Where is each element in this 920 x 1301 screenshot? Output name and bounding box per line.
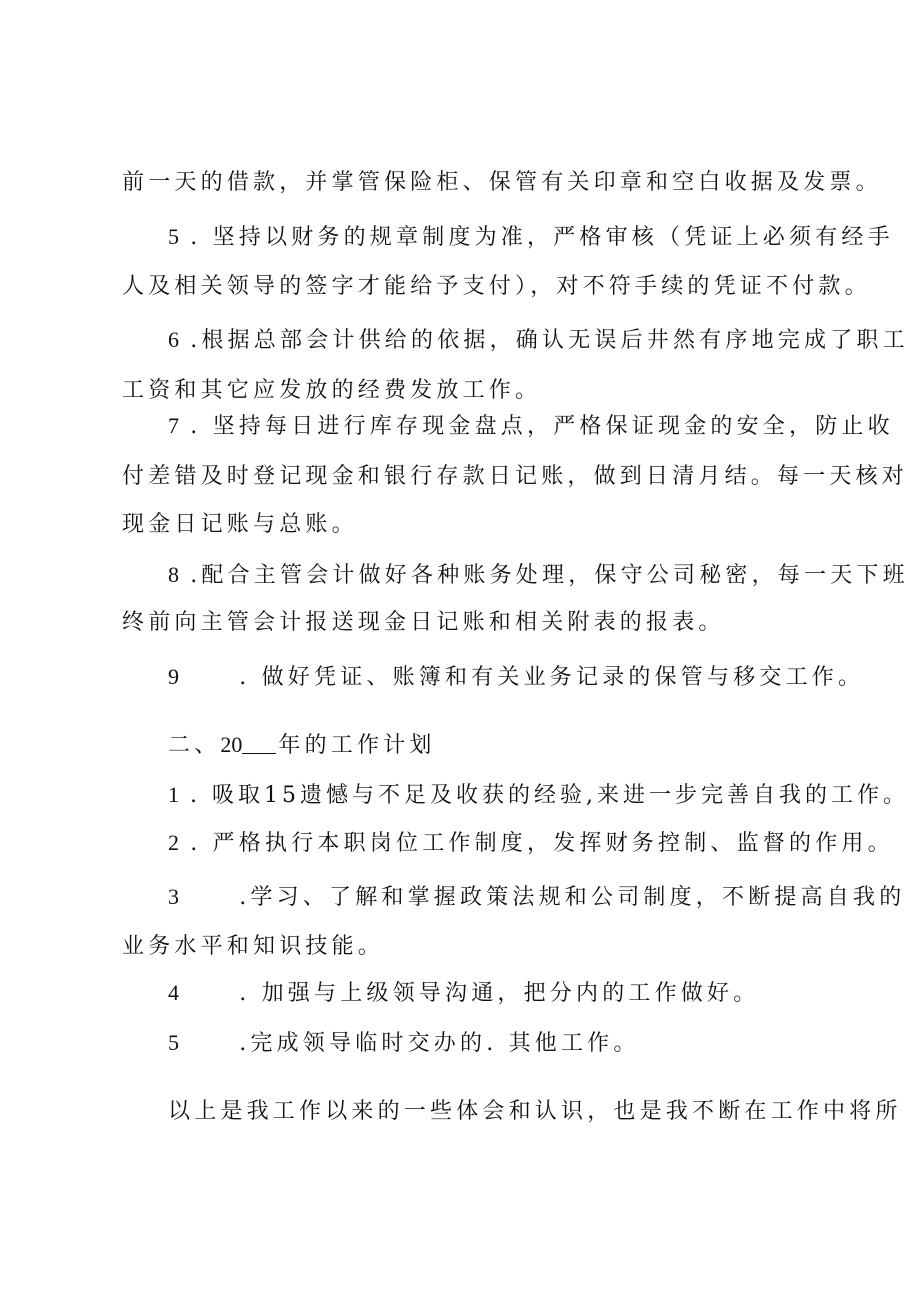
item-text: . 吸取15遗憾与不足及收获的经验,来进一步完善自我的工作。 (190, 783, 909, 808)
list-item-3 (168, 882, 905, 913)
item-number: 7 (168, 413, 179, 438)
item-number: 6 (168, 327, 179, 352)
text-line: 现金日记账与总账。 (122, 512, 358, 537)
item-text: .学习、了解和掌握政策法规和公司制度，不断提高自我的 (239, 885, 906, 910)
list-item-4 (168, 978, 759, 1009)
text-line: 前一天的借款，并掌管保险柜、保管有关印章和空白收据及发票。 (122, 170, 882, 195)
section-year: 20 (220, 732, 243, 757)
item-number: 2 (168, 830, 179, 855)
list-item-2 (168, 828, 894, 859)
item-number: 5 (168, 1030, 179, 1055)
list-item-7 (168, 411, 894, 442)
text-line: 工资和其它应发放的经费发放工作。 (122, 378, 542, 403)
year-blank (242, 733, 276, 754)
section-prefix: 二、 (168, 733, 221, 758)
item-number: 3 (168, 884, 179, 909)
item-number: 5 (168, 224, 179, 249)
list-item-9 (168, 662, 864, 693)
item-number: 4 (168, 980, 179, 1005)
text-line: 人及相关领导的签字才能给予支付），对不符手续的凭证不付款。 (122, 274, 871, 299)
text-line: 业务水平和知识技能。 (122, 934, 385, 959)
item-text: .完成领导临时交办的. 其他工作。 (239, 1031, 640, 1056)
list-item-8 (168, 560, 909, 591)
closing-paragraph: 以上是我工作以来的一些体会和认识，也是我不断在工作中将所 (168, 1099, 902, 1124)
item-number: 8 (168, 562, 179, 587)
section-heading (168, 730, 436, 761)
item-text: . 加强与上级领导沟通，把分内的工作做好。 (239, 981, 760, 1006)
item-text: . 做好凭证、账簿和有关业务记录的保管与移交工作。 (239, 665, 865, 690)
item-text: . 坚持每日进行库存现金盘点，严格保证现金的安全，防止收 (190, 414, 894, 439)
item-text: .配合主管会计做好各种账务处理，保守公司秘密，每一天下班 (190, 563, 909, 588)
list-item-5b (168, 1028, 640, 1059)
list-item-6 (168, 325, 909, 356)
item-number: 9 (168, 664, 179, 689)
item-text: . 坚持以财务的规章制度为准，严格审核（凭证上必须有经手 (190, 225, 894, 250)
list-item-1 (168, 780, 909, 811)
section-title: 年的工作计划 (278, 733, 436, 758)
item-number: 1 (168, 782, 179, 807)
text-line: 付差错及时登记现金和银行存款日记账，做到日清月结。每一天核对 (122, 464, 909, 489)
item-text: .根据总部会计供给的依据，确认无误后井然有序地完成了职工 (190, 328, 909, 353)
item-text: . 严格执行本职岗位工作制度，发挥财务控制、监督的作用。 (190, 831, 894, 856)
text-line: 终前向主管会计报送现金日记账和相关附表的报表。 (122, 610, 725, 635)
list-item-5 (168, 222, 894, 253)
